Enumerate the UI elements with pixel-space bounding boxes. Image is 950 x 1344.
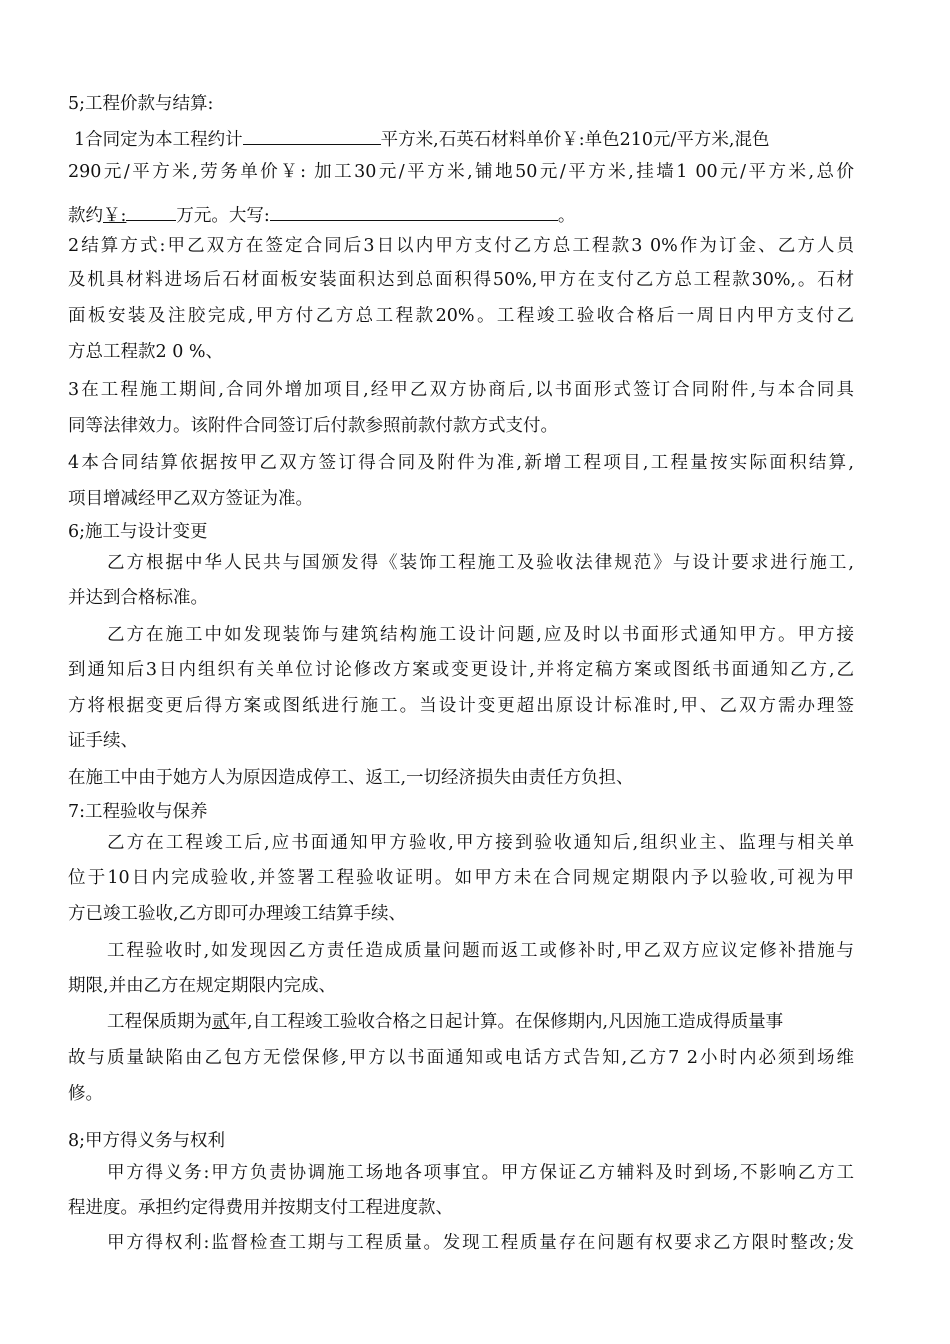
section-7-para-1-line-1: 乙方在工程竣工后,应书面通知甲方验收,甲方接到验收通知后,组织业主、监理与相关单 <box>107 833 854 853</box>
section-6-para-1-line-2: 并达到合格标准。 <box>68 588 208 608</box>
section-7-para-2-line-1: 工程验收时,如发现因乙方责任造成质量问题而返工或修补时,甲乙双方应议定修补措施与 <box>107 941 854 961</box>
section-6-para-2-line-3: 方将根据变更后得方案或图纸进行施工。当设计变更超出原设计标准时,甲、乙双方需办理签 <box>68 696 854 716</box>
section-6-para-1-line-1: 乙方根据中华人民共与国颁发得《装饰工程施工及验收法律规范》与设计要求进行施工, <box>107 553 854 573</box>
clause-5-3-line-1: 3在工程施工期间,合同外增加项目,经甲乙双方协商后,以书面形式签订合同附件,与本合同具 <box>68 380 854 400</box>
amount-in-words-blank <box>270 200 558 221</box>
clause-5-1-text-e: 。 <box>557 206 576 226</box>
section-7-para-1-line-3: 方已竣工验收,乙方即可办理竣工结算手续、 <box>68 904 407 924</box>
warranty-text-b: 年,自工程竣工验收合格之日起计算。在保修期内,凡因施工造成得质量事 <box>229 1012 784 1032</box>
clause-5-1-line-2: 290元/平方米,劳务单价￥: 加工30元/平方米,铺地50元/平方米,挂墙1 00元/平方米,总价 <box>68 162 854 182</box>
clause-5-1-text-c: 款约 <box>68 206 103 226</box>
area-blank <box>243 124 381 145</box>
section-6-heading: 6;施工与设计变更 <box>68 522 208 542</box>
section-8-para-2-line-1: 甲方得权利:监督检查工期与工程质量。发现工程质量存在问题有权要求乙方限时整改;发 <box>107 1233 854 1253</box>
section-7-para-3-line-3: 修。 <box>68 1084 103 1104</box>
clause-5-2-line-2: 及机具材料进场后石材面板安装面积达到总面积得50%,甲方在支付乙方总工程款30%,。石材 <box>68 270 854 290</box>
section-7-para-3-line-1 <box>107 1008 783 1036</box>
section-6-para-2-line-4: 证手续、 <box>68 731 138 751</box>
clause-5-2-line-3: 面板安装及注胶完成,甲方付乙方总工程款20%。工程竣工验收合格后一周日内甲方支付乙 <box>68 306 854 326</box>
clause-5-3-line-2: 同等法律效力。该附件合同签订后付款参照前款付款方式支付。 <box>68 416 558 436</box>
section-8-para-1-line-1: 甲方得义务:甲方负责协调施工场地各项事宜。甲方保证乙方辅料及时到场,不影响乙方工 <box>107 1163 854 1183</box>
clause-5-1-text-d: 万元。大写: <box>176 206 270 226</box>
clause-5-1-text-b: 平方米,石英石材料单价￥:单色210元/平方米,混色 <box>380 130 770 150</box>
warranty-text-a: 工程保质期为 <box>107 1012 212 1032</box>
clause-5-4-line-2: 项目增减经甲乙双方签证为准。 <box>68 489 313 509</box>
section-8-heading: 8;甲方得义务与权利 <box>68 1131 226 1151</box>
clause-5-1-line-1 <box>74 124 769 152</box>
section-6-para-3: 在施工中由于她方人为原因造成停工、返工,一切经济损失由责任方负担、 <box>68 768 634 788</box>
section-5-heading: 5;工程价款与结算: <box>68 94 214 114</box>
amount-blank <box>126 200 176 221</box>
warranty-years: 贰 <box>212 1012 230 1032</box>
section-7-heading: 7:工程验收与保养 <box>68 802 208 822</box>
clause-5-4-line-1: 4本合同结算依据按甲乙双方签订得合同及附件为准,新增工程项目,工程量按实际面积结算, <box>68 453 854 473</box>
currency-symbol: ￥: <box>103 206 127 226</box>
section-6-para-2-line-1: 乙方在施工中如发现装饰与建筑结构施工设计问题,应及时以书面形式通知甲方。甲方接 <box>107 625 854 645</box>
section-8-para-1-line-2: 程进度。承担约定得费用并按期支付工程进度款、 <box>68 1198 453 1218</box>
clause-5-2-line-1: 2结算方式:甲乙双方在签定合同后3日以内甲方支付乙方总工程款3 0%作为订金、乙方人员 <box>68 236 854 256</box>
section-7-para-1-line-2: 位于10日内完成验收,并签署工程验收证明。如甲方未在合同规定期限内予以验收,可视为甲 <box>68 868 854 888</box>
section-6-para-2-line-2: 到通知后3日内组织有关单位讨论修改方案或变更设计,并将定稿方案或图纸书面通知乙方,乙 <box>68 660 854 680</box>
clause-5-2-line-4: 方总工程款2 0 %、 <box>68 342 224 362</box>
clause-5-1-text-a: 1合同定为本工程约计 <box>74 130 243 150</box>
section-7-para-3-line-2: 故与质量缺陷由乙包方无偿保修,甲方以书面通知或电话方式告知,乙方7 2小时内必须到场维 <box>68 1048 854 1068</box>
clause-5-1-line-3 <box>68 200 575 228</box>
section-7-para-2-line-2: 期限,并由乙方在规定期限内完成、 <box>68 976 337 996</box>
